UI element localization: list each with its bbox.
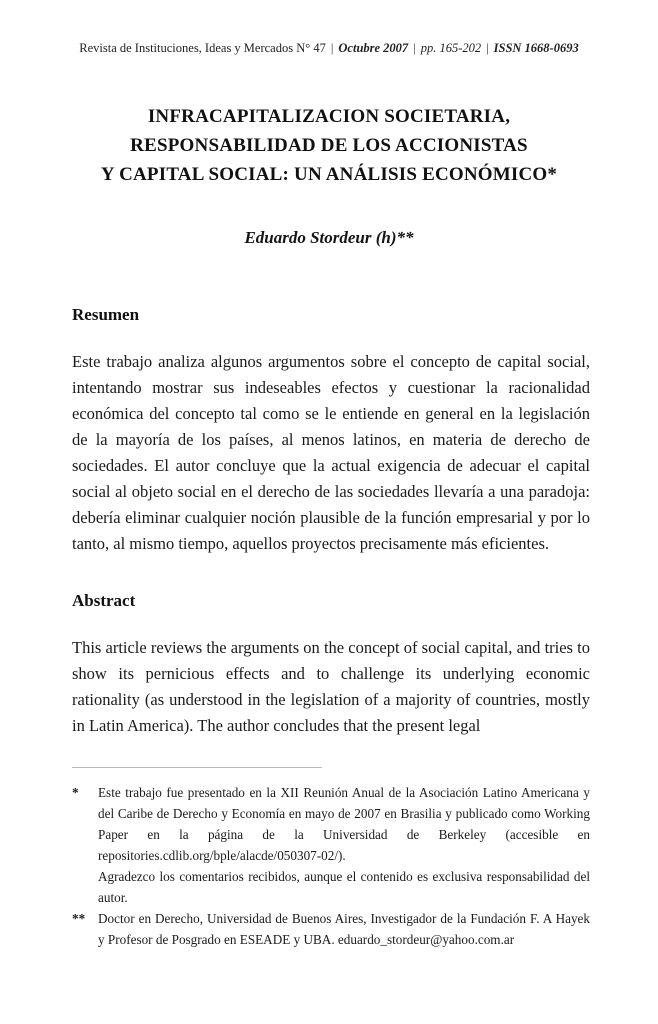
author-name: Eduardo Stordeur (h)** <box>244 228 414 247</box>
issue-date: Octubre 2007 <box>338 41 409 55</box>
footnote-2-text <box>98 908 590 950</box>
footnote-2-marker: ** <box>72 911 86 926</box>
footnote-1-paragraph-1: Este trabajo fue presentado en la XII Reunión Anual de la Asociación Latino Americana y del Caribe de Derecho y Economía en mayo de 2007 en Brasilia y publicado como Working Paper en la página de la Universidad de Berkeley (accesible en repositories.cdlib.org/bple/alacde/050307-02/). <box>98 785 590 863</box>
paper-title-line-1: INFRACAPITALIZACION SOCIETARIA, <box>147 106 511 127</box>
footnote-divider <box>72 767 322 768</box>
journal-title: Revista de Instituciones, Ideas y Mercados N° 47 <box>79 41 326 55</box>
paper-title-line-2: RESPONSABILIDAD DE LOS ACCIONISTAS <box>130 135 528 156</box>
paper-title-line-3: Y CAPITAL SOCIAL: UN ANÁLISIS ECONÓMICO* <box>100 164 558 185</box>
footnote-1-marker: * <box>72 785 79 800</box>
paper-title <box>30 102 628 189</box>
section-heading-resumen: Resumen <box>72 305 140 324</box>
article-body <box>72 305 590 739</box>
footnote-1-paragraph-2: Agradezco los comentarios recibidos, aunque el contenido es exclusiva responsabilidad del autor. <box>98 869 590 905</box>
header-separator: | <box>330 41 334 55</box>
journal-header <box>0 0 658 56</box>
page-range: pp. 165-202 <box>420 41 482 55</box>
footnotes-area <box>72 767 590 950</box>
footnote-2-paragraph-1: Doctor en Derecho, Universidad de Buenos Aires, Investigador de la Fundación F. A Hayek y Profesor de Posgrado en ESEADE y UBA. eduardo_stordeur@yahoo.com.ar <box>98 911 590 947</box>
footnote-1-text <box>98 782 590 908</box>
abstract-paragraph: This article reviews the arguments on the concept of social capital, and tries to show its pernicious effects and to challenge its underlying economic rationality (as understood in the legislation of a majority of countries, mostly in Latin America). The author concludes that the present legal <box>72 638 590 735</box>
footnote-1 <box>72 782 590 908</box>
footnote-2 <box>72 908 590 950</box>
header-separator: | <box>486 41 489 55</box>
resumen-paragraph: Este trabajo analiza algunos argumentos sobre el concepto de capital social, intentando mostrar sus indeseables efectos y cuestionar la racionalidad económica del concepto tal como se le entiende en general en la legislación de la mayoría de los países, al menos latinos, en materia de derecho de sociedades. El autor concluye que la actual exigencia de adecuar el capital social al objeto social en el derecho de las sociedades llevaría a una paradoja: debería eliminar cualquier noción plausible de la función empresarial y por lo tanto, al mismo tiempo, aquellos proyectos precisamente más eficientes. <box>72 352 590 553</box>
section-heading-abstract: Abstract <box>72 591 136 610</box>
header-separator: | <box>413 41 416 55</box>
issn-number: ISSN 1668-0693 <box>493 41 579 55</box>
